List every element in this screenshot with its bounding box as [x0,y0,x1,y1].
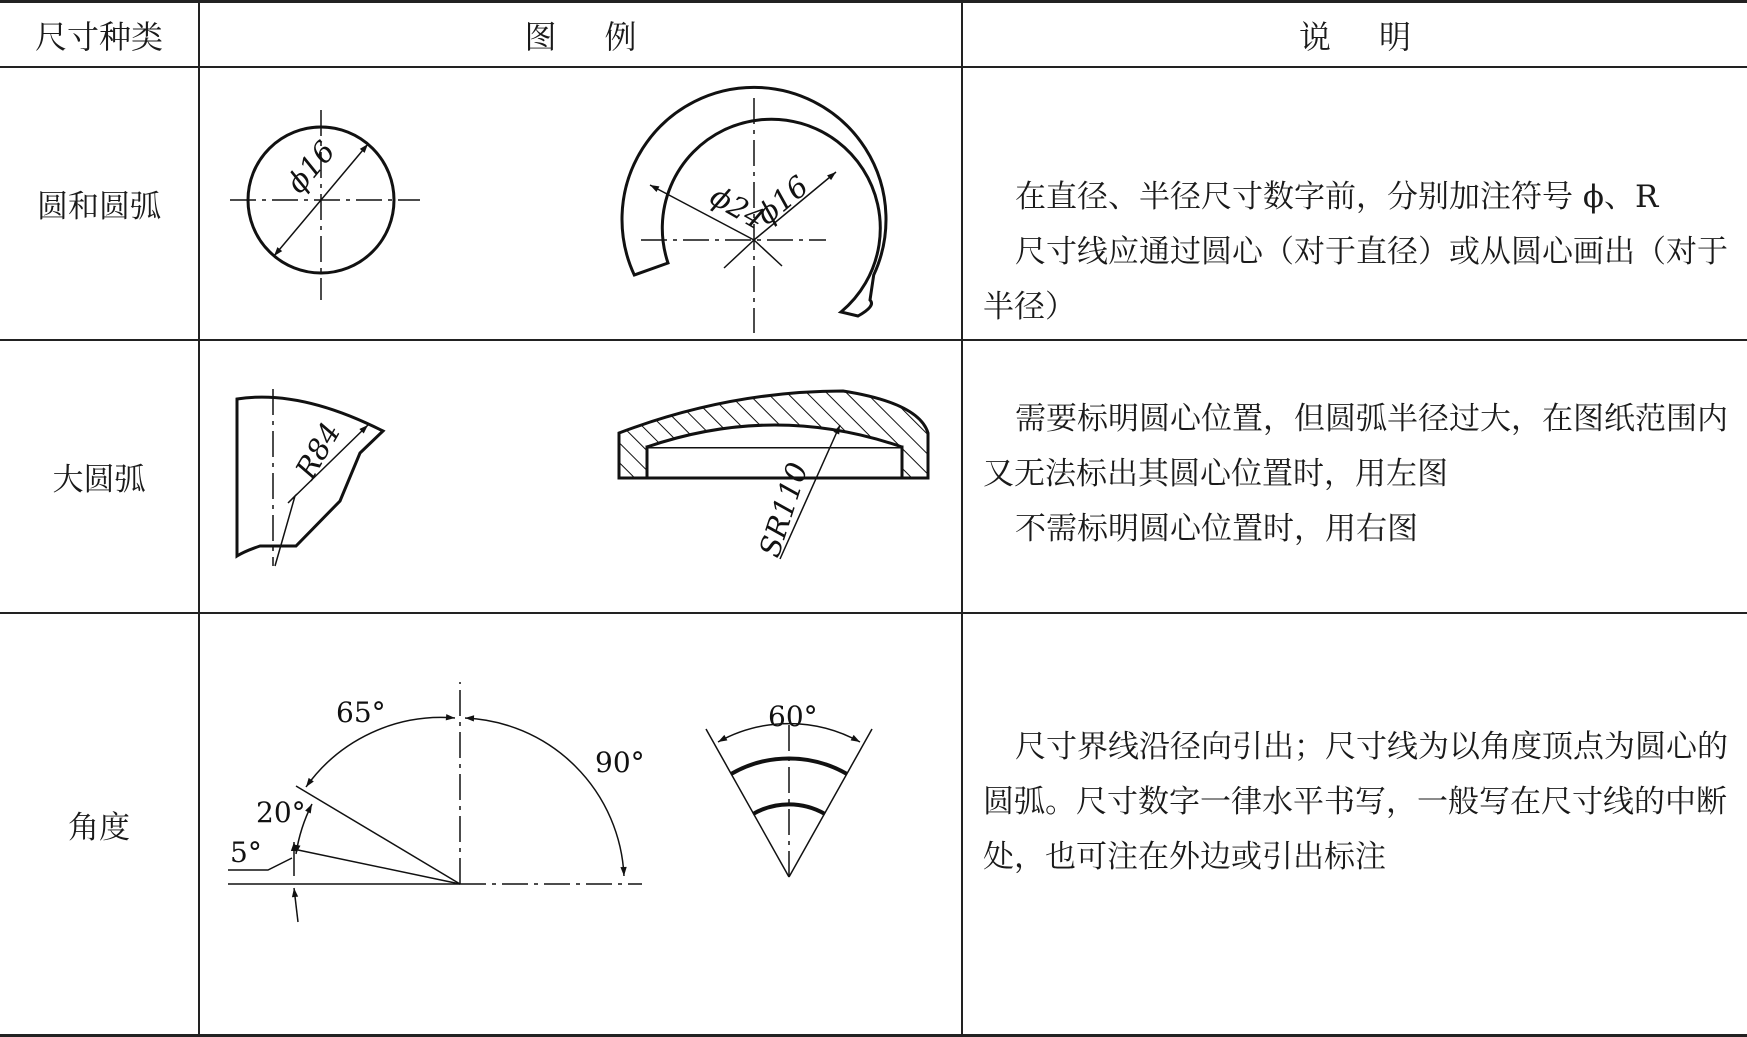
desc-circle-2: 尺寸线应通过圆心（对于直径）或从圆心画出（对于半径） [983,234,1728,325]
row-circle [0,67,1747,340]
desc-large-arc-1: 需要标明圆心位置，但圆弧半径过大，在图纸范围内又无法标出其圆心位置时，用左图 [983,401,1728,492]
dim-line-tail-a [724,240,754,268]
header-example [199,2,962,68]
radial-5 [298,850,460,884]
label-60: 60° [768,700,818,733]
row-angle [0,613,1747,1036]
row-large-arc-desc [962,340,1747,613]
row-angle-type: 角度 [0,613,199,1036]
fan-edge-right [789,729,872,877]
arc-90 [465,718,624,876]
angle-diagram [200,614,959,1034]
circle-diagram [200,68,959,339]
row-circle-figure [199,67,962,340]
label-d24: ϕ24 [704,178,771,237]
row-circle-type: 圆和圆弧 [0,67,199,340]
row-angle-desc [962,613,1747,1036]
fan-edge-left [706,729,789,877]
arrow-5-bottom [294,888,298,922]
label-sr110: SR110 [752,458,815,562]
header-row [0,2,1747,68]
desc-angle-1: 尺寸界线沿径向引出；尺寸线为以角度顶点为圆心的圆弧。尺寸数字一律水平书写，一般写在尺寸线的中断处，也可注在外边或引出标注 [983,729,1728,875]
label-90: 90° [595,746,645,779]
label-r84: R84 [288,416,348,485]
desc-circle-1: 在直径、半径尺寸数字前，分别加注符号 ϕ、R [1015,179,1659,215]
label-d16-ring: ϕ16 [749,168,815,232]
row-angle-figure [199,613,962,1036]
dim-line-tail-b [754,240,782,266]
label-20: 20° [256,796,306,829]
cap-inner [647,447,902,478]
label-65: 65° [336,696,386,729]
header-note-label: 说明 [1298,17,1459,56]
row-large-arc-type: 大圆弧 [0,340,199,613]
header-example-label: 图例 [524,17,685,56]
large-arc-diagram [200,341,959,612]
radial-20 [296,786,460,884]
desc-large-arc-2: 不需标明圆心位置时，用右图 [1015,511,1418,547]
row-large-arc-figure [199,340,962,613]
label-d16-small: ϕ16 [279,134,342,200]
row-large-arc [0,340,1747,613]
header-note [962,2,1747,68]
row-circle-desc [962,67,1747,340]
header-type: 尺寸种类 [0,2,199,68]
label-5: 5° [230,836,262,869]
